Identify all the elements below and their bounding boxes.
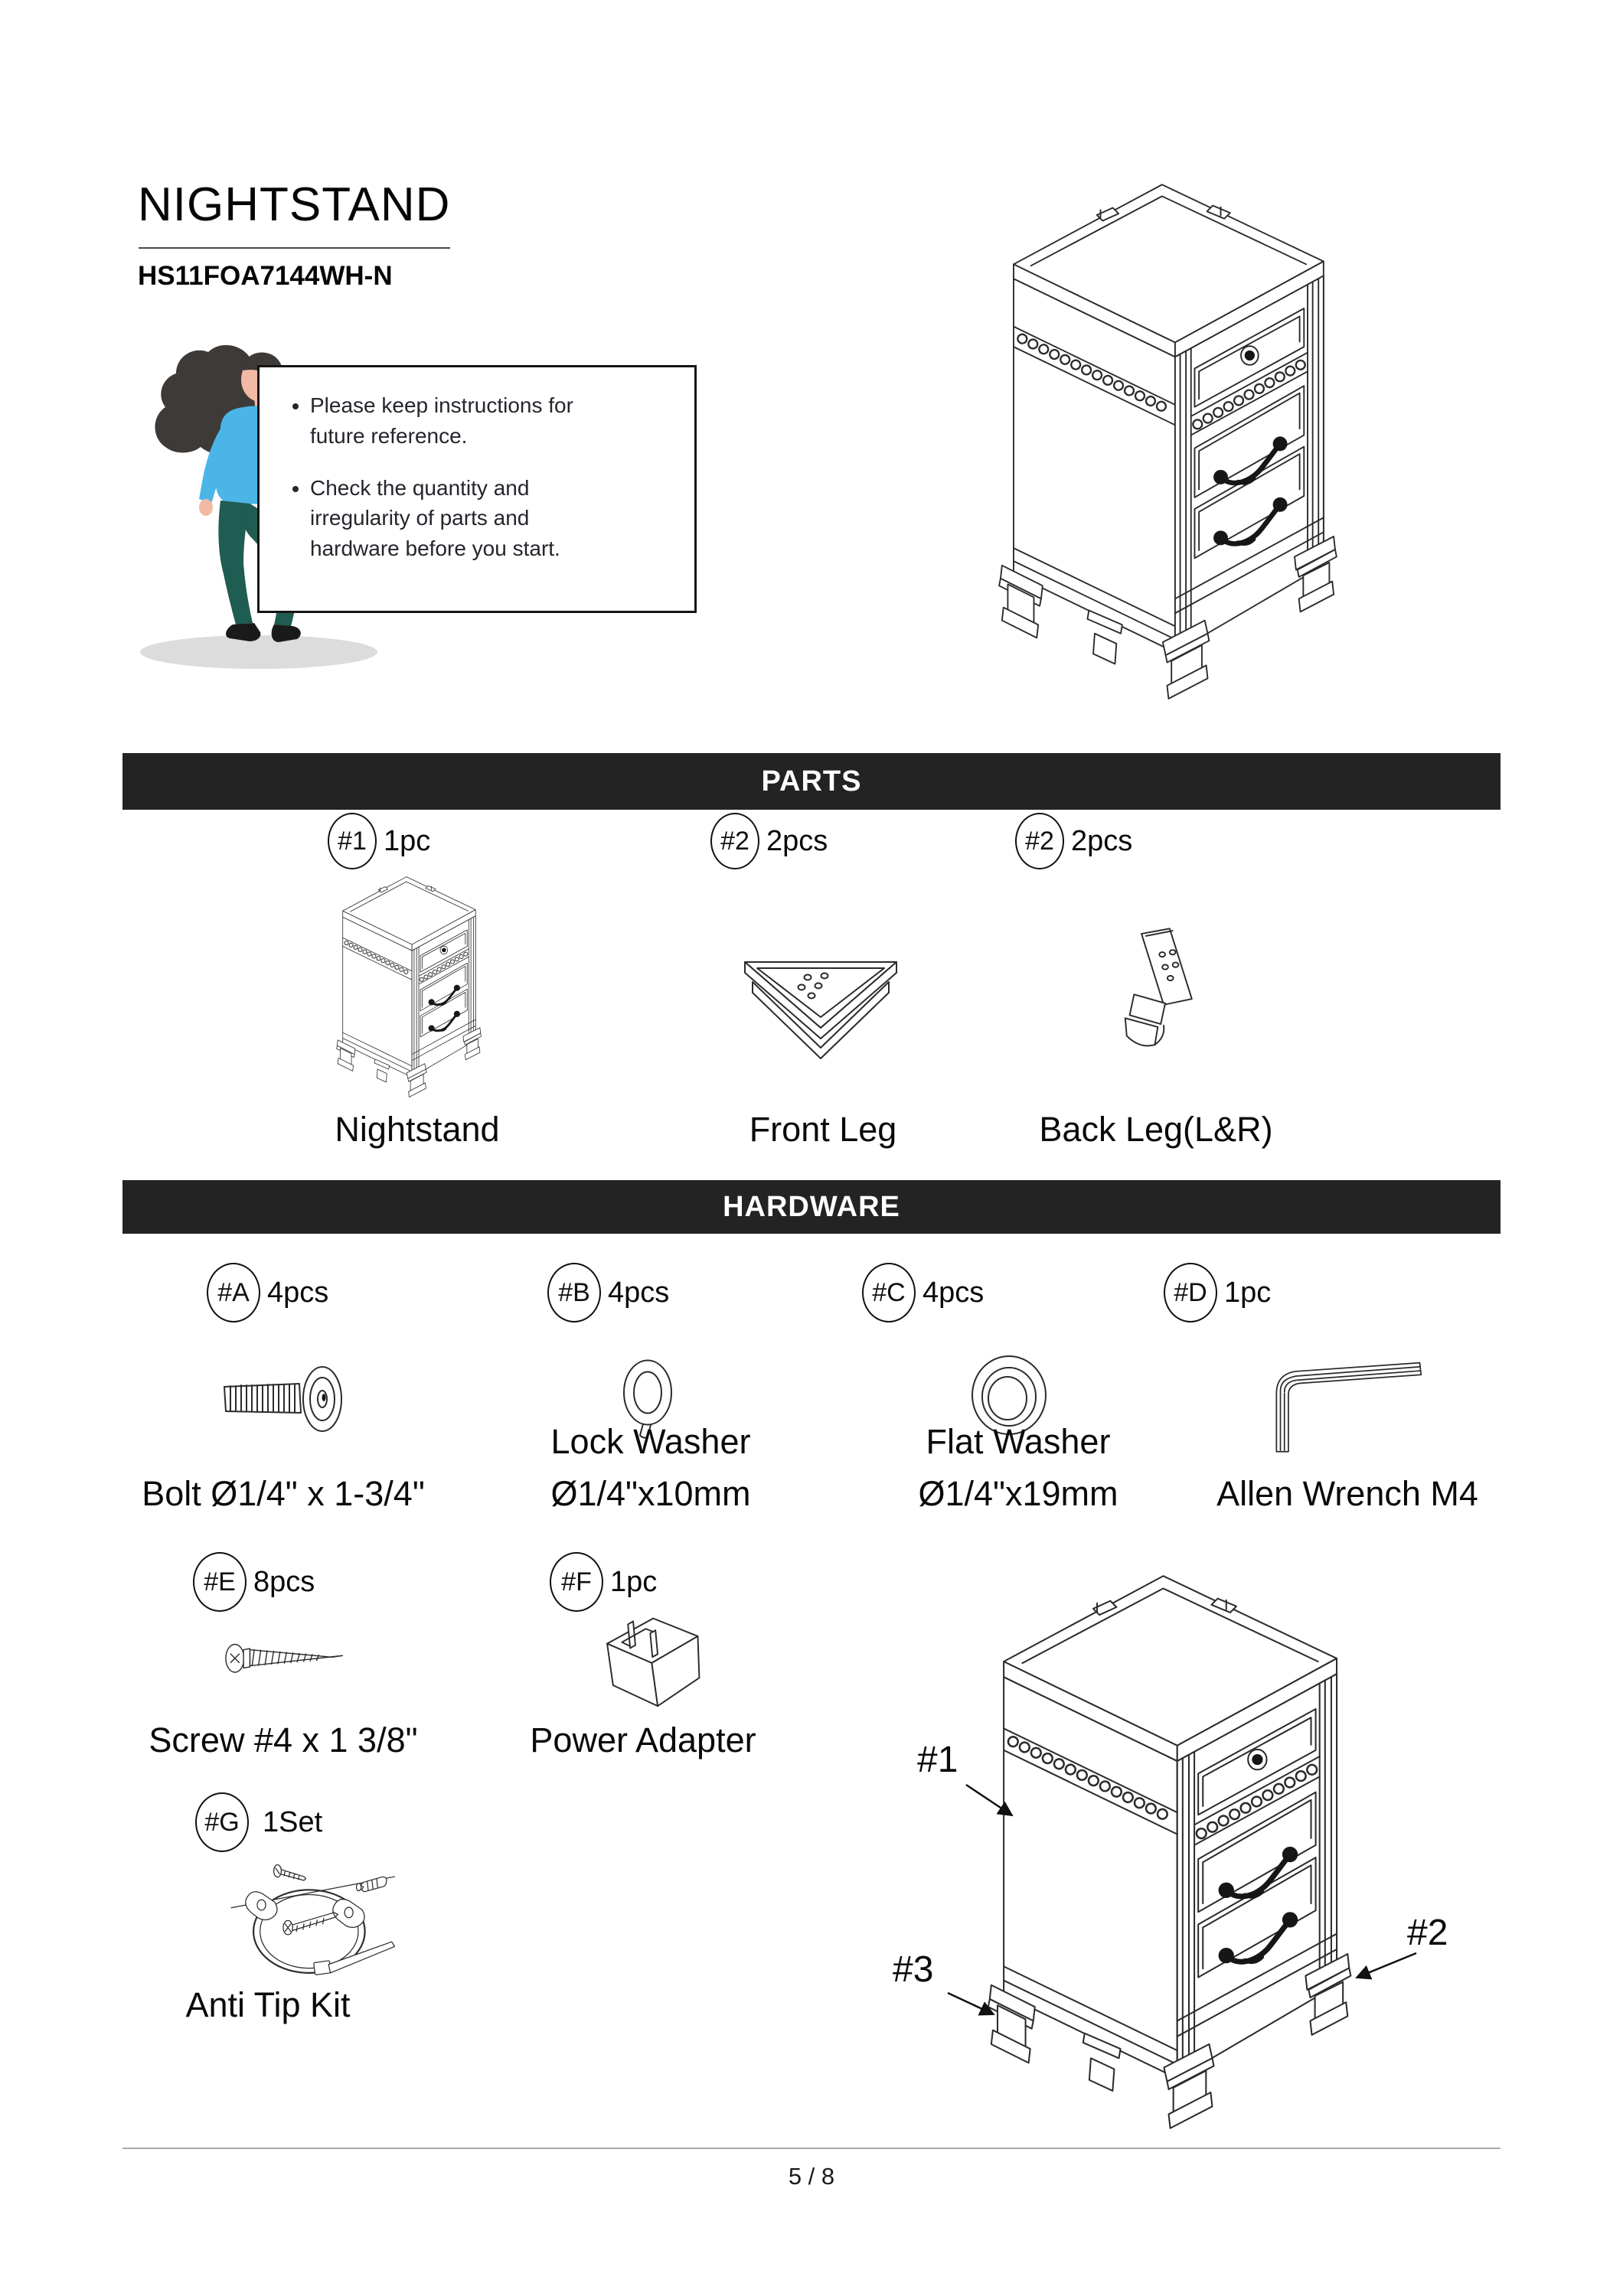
hw-ref-flat-washer	[862, 1263, 984, 1322]
hw-name: Flat Washer	[926, 1422, 1111, 1461]
part-ref-circle: #2	[710, 813, 759, 869]
hw-ref-anti-tip-kit	[195, 1792, 322, 1852]
notice-item: • Check the quantity and irregularity of parts and hardware before you start.	[310, 473, 620, 564]
part-name: Front Leg	[749, 1110, 897, 1149]
hw-ref-circle: #B	[547, 1263, 601, 1322]
power-adapter-icon	[583, 1600, 710, 1720]
title-underline	[139, 247, 450, 249]
hw-name: Anti Tip Kit	[185, 1985, 351, 2024]
nightstand-labelled-drawing	[980, 1565, 1401, 2141]
callout-1: #1	[917, 1740, 958, 1780]
part-name: Nightstand	[335, 1110, 500, 1149]
hw-name: Bolt Ø1/4" x 1-3/4"	[142, 1474, 425, 1513]
callout-3: #3	[893, 1949, 934, 1990]
hw-name: Power Adapter	[530, 1720, 756, 1760]
hw-ref-circle: #F	[550, 1552, 603, 1612]
part-qty: 2pcs	[1071, 824, 1133, 857]
footer-divider	[122, 2148, 1501, 2149]
parts-section-header: PARTS	[122, 753, 1501, 810]
hw-qty: 4pcs	[267, 1276, 329, 1309]
hw-size: Ø1/4"x19mm	[918, 1474, 1118, 1513]
anti-tip-kit-icon	[176, 1852, 452, 1994]
screw-icon	[222, 1630, 348, 1684]
hw-qty: 1pc	[610, 1565, 658, 1598]
nightstand-assembled-drawing	[991, 174, 1383, 710]
hw-ref-bolt	[207, 1263, 328, 1322]
notice-item: • Please keep instructions for future reference.	[310, 390, 620, 452]
part-ref-circle: #1	[328, 813, 377, 869]
hw-qty: 1pc	[1224, 1276, 1272, 1309]
hw-ref-circle: #D	[1164, 1263, 1217, 1322]
hw-ref-circle: #C	[862, 1263, 916, 1322]
hw-size: Ø1/4"x10mm	[550, 1474, 751, 1513]
hw-name: Screw #4 x 1 3/8"	[149, 1720, 418, 1760]
nightstand-icon	[329, 872, 505, 1102]
callout-2: #2	[1407, 1913, 1448, 1953]
hw-ref-circle: #E	[193, 1552, 247, 1612]
part-ref-front-leg	[710, 813, 828, 869]
model-number: HS11FOA7144WH-N	[138, 261, 393, 291]
part-ref-back-leg	[1015, 813, 1132, 869]
hw-qty: 1Set	[263, 1805, 323, 1838]
allen-wrench-icon	[1262, 1356, 1434, 1456]
hw-ref-allen-wrench	[1164, 1263, 1271, 1322]
hw-qty: 4pcs	[923, 1276, 985, 1309]
part-qty: 1pc	[384, 824, 431, 857]
hw-ref-circle: #G	[195, 1792, 249, 1852]
hw-qty: 4pcs	[608, 1276, 670, 1309]
notice-box	[257, 365, 697, 613]
hw-name: Lock Washer	[550, 1422, 751, 1461]
part-ref-circle: #2	[1015, 813, 1064, 869]
bolt-icon	[216, 1356, 358, 1442]
hardware-section-header: HARDWARE	[122, 1180, 1501, 1234]
part-ref-nightstand	[328, 813, 430, 869]
hw-ref-lock-washer	[547, 1263, 669, 1322]
front-leg-icon	[739, 945, 903, 1068]
hw-name: Allen Wrench M4	[1216, 1474, 1478, 1513]
part-qty: 2pcs	[766, 824, 828, 857]
hw-ref-screw	[193, 1552, 315, 1612]
page-title: NIGHTSTAND	[138, 178, 451, 231]
back-leg-icon	[1099, 926, 1210, 1056]
page-number: 5 / 8	[788, 2163, 835, 2190]
hw-ref-circle: #A	[207, 1263, 260, 1322]
hw-qty: 8pcs	[253, 1565, 315, 1598]
part-name: Back Leg(L&R)	[1039, 1110, 1273, 1149]
